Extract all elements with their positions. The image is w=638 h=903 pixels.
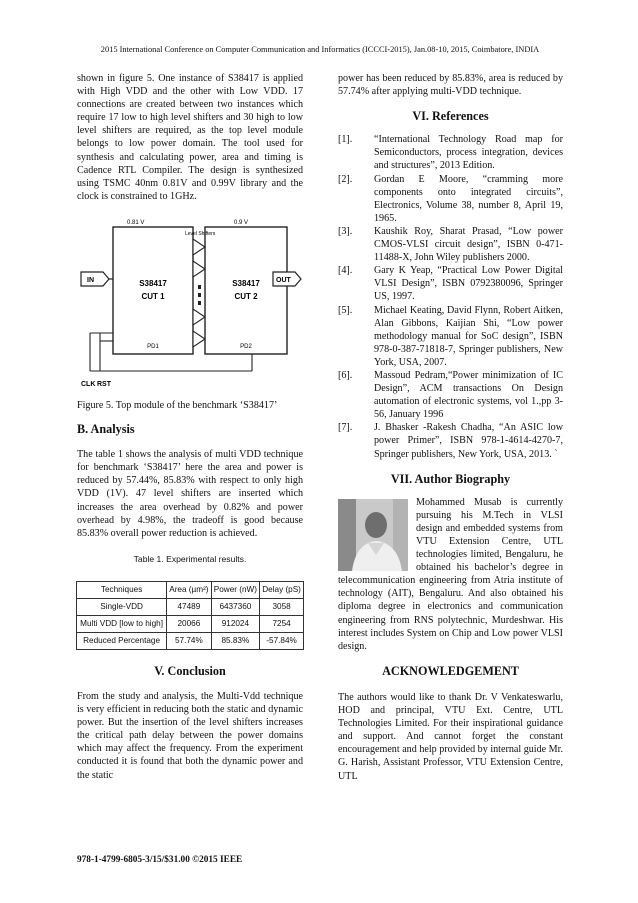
in-label: IN: [87, 276, 94, 284]
table-cell: Reduced Percentage: [77, 632, 167, 649]
references-heading: VI. References: [412, 109, 489, 124]
table-cell: -57.84%: [260, 632, 304, 649]
pd2-box: [205, 227, 287, 354]
conclusion-heading: V. Conclusion: [154, 663, 226, 678]
author-photo: [338, 499, 408, 571]
acknowledgement-heading: ACKNOWLEDGEMENT: [382, 663, 519, 678]
table-cell: 20066: [167, 615, 211, 632]
pd2-label: PD2: [240, 343, 252, 350]
cut2-id: CUT 2: [234, 291, 258, 301]
conclusion-paragraph: From the study and analysis, the Multi-Vdd technique is very efficient in reducing both the static and dynamic power. But the insertion of the level shifters increases the critical path delay between the power domains which may affect the frequency. From the experiment conducted it is found that both the dynamic power and the static: [77, 690, 303, 781]
continued-paragraph: power has been reduced by 85.83%, area is reduced by 57.74% after applying multi-VDD technique.: [338, 73, 563, 98]
voltage-1-label: 0.81 V: [127, 219, 145, 226]
table-cell: Single-VDD: [77, 598, 167, 615]
out-label: OUT: [276, 276, 291, 284]
table-row: [77, 598, 304, 615]
table-header-cell: Area (µm²): [167, 581, 211, 598]
cut1-name: S38417: [139, 278, 167, 288]
table-cell: 47489: [167, 598, 211, 615]
table-cell: 57.74%: [167, 632, 211, 649]
analysis-heading: B. Analysis: [77, 422, 135, 437]
biography-paragraph: Mohammed Musab is currently pursuing his M.Tech in VLSI design and embedded systems from VTU Extension Centre, UTL technologies limited, Bengaluru, he obtained his bachelor’s degree in telecommunication engineering from Atria institute of technology (AIT), Bengaluru. And also obtained his diploma degree in electronics and communication engineering from RNS polytechnic, Murdeshwar. His interest includes System on Chip and Low power VLSI design.: [338, 496, 563, 652]
conference-header: 2015 International Conference on Computer Communication and Informatics (ICCCI-2015), Jan.08-10, 2015, Coimbatore, INDIA: [100, 45, 540, 54]
author-biography-heading: VII. Author Biography: [390, 471, 511, 486]
reference-item: [6]. Massoud Pedram,“Power minimization of IC Design”, ACM transactions On Design automation of electronic systems, vol 1.,pp 3-56, January 1996: [338, 369, 563, 421]
table-header-row: [77, 581, 304, 598]
table-row: [77, 615, 304, 632]
table-caption: Table 1. Experimental results.: [133, 553, 247, 564]
reference-item: [3]. Kaushik Roy, Sharat Prasad, “Low power CMOS-VLSI circuit design”, ISBN 0-471-11488-X, John Wiley publishers 2000.: [338, 225, 563, 264]
reference-list: [338, 133, 563, 460]
left-column: [77, 72, 303, 782]
clk-label: CLK: [81, 380, 96, 388]
top-module-diagram: [77, 215, 303, 393]
figure-caption: Figure 5. Top module of the benchmark ‘S38417’: [77, 399, 278, 411]
reference-item: [2]. Gordan E Moore, “cramming more components onto integrated circuits”, Electronics, Volume 38, number 8, April 19, 1965.: [338, 173, 563, 224]
cut2-name: S38417: [232, 278, 260, 288]
page-footer: 978-1-4799-6805-3/15/$31.00 ©2015 IEEE: [77, 855, 243, 865]
table-cell: 6437360: [211, 598, 260, 615]
table-cell: 3058: [260, 598, 304, 615]
pd1-box: [113, 227, 193, 354]
voltage-2-label: 0.9 V: [234, 219, 249, 226]
table-cell: 85.83%: [211, 632, 260, 649]
reference-item: [4]. Gary K Yeap, “Practical Low Power Digital VLSI Design”, ISBN 0792380096, Springer US, 1997.: [338, 265, 563, 303]
reference-item: [5]. Michael Keating, David Flynn, Robert Aitken, Alan Gibbons, Kaijian Shi, “Low power methodology manual for SoC design”, ISBN 978-0-387-71818-7, Springer publishers, New York, USA, 2007.: [338, 304, 563, 368]
pd1-label: PD1: [147, 343, 159, 350]
acknowledgement-paragraph: The authors would like to thank Dr. V Venkateswarlu, HOD and principal, VTU Ext. Centre, UTL Technologies Limited. For their inspirational guidance and support. And cannot forget the constant encouragement and help provided by internal guide Mr. G. Harish, Assistant Professor, VTU Extension Centre, UTL: [338, 691, 563, 782]
table-header-cell: Power (nW): [211, 581, 260, 598]
level-shifters-label: Level Shifters: [185, 230, 216, 237]
in-pin: [81, 272, 109, 286]
table-header-cell: Techniques: [77, 581, 167, 598]
rst-label: RST: [97, 380, 111, 388]
results-table: [76, 581, 304, 650]
continuation-dots: [198, 285, 201, 305]
intro-paragraph: shown in figure 5. One instance of S38417 is applied with High VDD and the other with Low VDD. 17 connections are created between two instances which require 17 low to high level shifters and 30 high to low level shifters are required, as the top level module belongs to low power domain. The tool used for synthesis and calculating power, area and timing is Cadence RTL Compiler. The design is synthesized using TSMC 40nm 0.81V and 0.99V library and the clock is constrained to 1GHz.: [77, 73, 303, 202]
reference-item: [1]. “International Technology Road map for Semiconductors, process integration, devices and structures”, 2013 Edition.: [338, 134, 563, 172]
table-row: [77, 632, 304, 649]
author-biography: [338, 496, 563, 653]
table-cell: 912024: [211, 615, 260, 632]
cut1-id: CUT 1: [141, 291, 165, 301]
figure-5: [77, 215, 303, 393]
table-cell: Multi VDD [low to high]: [77, 615, 167, 632]
table-cell: 7254: [260, 615, 304, 632]
reference-item: [7]. J. Bhasker -Rakesh Chadha, “An ASIC low power Primer”, ISBN 978-1-4614-4270-7, Springer publishers, New York, USA, 2013. `: [338, 422, 563, 460]
table-header-cell: Delay (pS): [260, 581, 304, 598]
right-column: [338, 72, 563, 783]
analysis-paragraph: The table 1 shows the analysis of multi VDD technique for benchmark ‘S38417’ here the area and power is reduced by 57.44%, 85.83% with respect to only high VDD (1V). 47 level shifters are inserted which increases the area overhead by 0.82% and power overhead by 4.98%, the tradeoff is good because 85.83% overall power reduction is achieved.: [77, 449, 303, 539]
